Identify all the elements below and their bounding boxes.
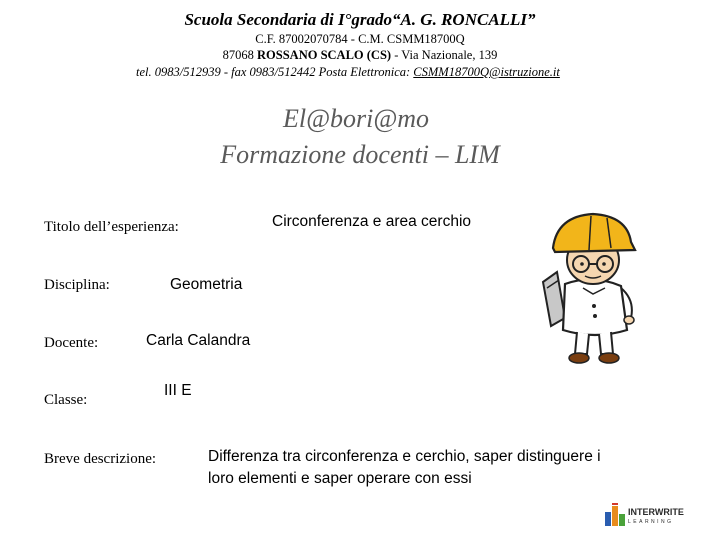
descrizione-value: Differenza tra circonferenza e cerchio, saper distinguere i loro elementi e saper operare con essi [208,448,601,487]
disciplina-value: Geometria [170,276,243,293]
docente-label: Docente: [44,335,99,351]
project-subtitle: Formazione docenti – LIM [220,140,500,169]
email-link[interactable]: CSMM18700Q@istruzione.it [413,65,560,79]
docente-value: Carla Calandra [146,332,251,349]
interwrite-logo [603,502,703,528]
contacts-phone-fax: tel. 0983/512939 - fax 0983/512442 Posta Elettronica: [136,65,411,79]
school-address [0,48,720,63]
student-cartoon-icon [535,208,645,368]
address-zip: 87068 [222,48,254,62]
titolo-value: Circonferenza e area cerchio [272,213,472,230]
svg-text:LEARNING: LEARNING [628,519,674,525]
address-city: ROSSANO SCALO (CS) [257,48,392,62]
descrizione-label: Breve descrizione: [44,451,157,467]
address-street: - Via Nazionale, 139 [394,48,498,62]
classe-value: III E [164,382,192,399]
svg-text:INTERWRITE: INTERWRITE [628,507,684,517]
project-title: El@bori@mo [282,104,430,133]
school-contacts [136,65,560,80]
school-codes: C.F. 87002070784 - C.M. CSMM18700Q [255,32,465,46]
titolo-label: Titolo dell’esperienza: [44,219,179,235]
school-name: Scuola Secondaria di I°grado“A. G. RONCALLI” [184,10,536,29]
disciplina-label: Disciplina: [44,277,110,293]
classe-label: Classe: [44,392,88,408]
